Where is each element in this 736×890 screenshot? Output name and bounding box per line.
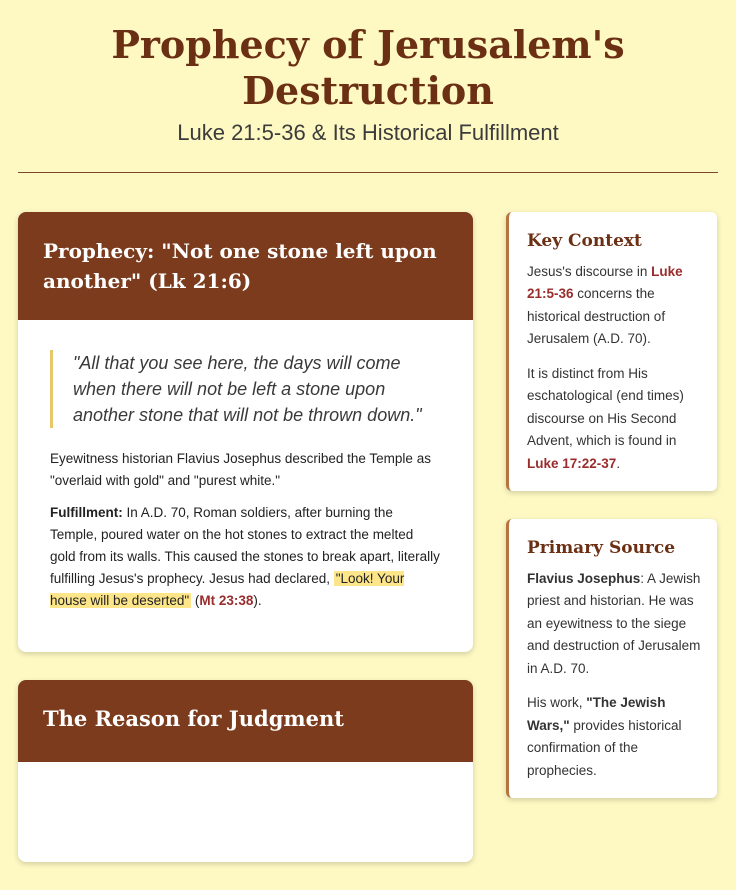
key-context-card <box>506 212 717 491</box>
jewish-wars-title: "The Jewish Wars," <box>527 695 666 733</box>
fulfillment-label: Fulfillment: <box>50 505 123 520</box>
primary-source-p1-text: : A Jewish priest and historian. He was an eyewitness to the siege and destruction of Jerusalem in A.D. 70. <box>527 570 701 676</box>
primary-source-p2-text: His work, <box>527 695 587 710</box>
scripture-ref-luke17: Luke 17:22-37 <box>527 455 617 471</box>
ref-open: ( <box>191 593 200 608</box>
josephus-name: Flavius Josephus <box>527 570 641 586</box>
key-context-p1-text: Jesus's discourse in <box>527 263 652 279</box>
key-context-p2-text-end: . <box>616 455 621 471</box>
josephus-description: Eyewitness historian Flavius Josephus described the Temple as "overlaid with gold" and "purest white." <box>50 451 431 488</box>
main-column <box>18 212 473 890</box>
primary-source-title: Primary Source <box>527 538 676 558</box>
prophecy-quote: "All that you see here, the days will come when there will not be left a stone upon another stone that will not be thrown down." <box>50 350 441 428</box>
key-context-p1-text-end: concerns the historical destruction of Jerusalem (A.D. 70). <box>527 286 666 346</box>
scripture-ref-luke21: Luke 21:5-36 <box>527 263 683 301</box>
judgment-card-body <box>18 762 473 862</box>
primary-source-p1 <box>527 568 701 681</box>
key-context-title: Key Context <box>527 231 642 251</box>
highlighted-quote: "Look! Your house will be deserted" <box>50 571 405 608</box>
header-divider <box>18 172 718 173</box>
ref-close: ). <box>253 593 262 608</box>
prophecy-card-heading: Prophecy: "Not one stone left upon another" (Lk 21:6) <box>18 212 473 320</box>
page-subtitle: Luke 21:5-36 & Its Historical Fulfillment <box>177 120 559 145</box>
primary-source-p2 <box>527 692 701 782</box>
fulfillment-paragraph <box>50 502 441 612</box>
page-header <box>0 0 736 146</box>
judgment-card <box>18 680 473 862</box>
key-context-p1 <box>527 261 701 351</box>
page-title: Prophecy of Jerusalem's Destruction <box>111 22 625 113</box>
judgment-card-heading: The Reason for Judgment <box>18 680 473 762</box>
prophecy-card <box>18 212 473 652</box>
primary-source-card <box>506 519 717 798</box>
key-context-p2-text: It is distinct from His eschatological (end times) discourse on His Second Advent, which is found in <box>527 365 684 448</box>
scripture-ref-mt: Mt 23:38 <box>199 593 254 608</box>
sidebar <box>506 212 717 826</box>
fulfillment-text: In A.D. 70, Roman soldiers, after burning the Temple, poured water on the hot stones to extract the melted gold from its walls. This caused the stones to break apart, literally fulfilling Jesus's prophecy. Jesus had declared, <box>50 505 440 586</box>
key-context-p2 <box>527 363 701 476</box>
prophecy-card-body <box>18 320 473 652</box>
primary-source-p2-text-end: provides historical confirmation of the prophecies. <box>527 717 682 778</box>
